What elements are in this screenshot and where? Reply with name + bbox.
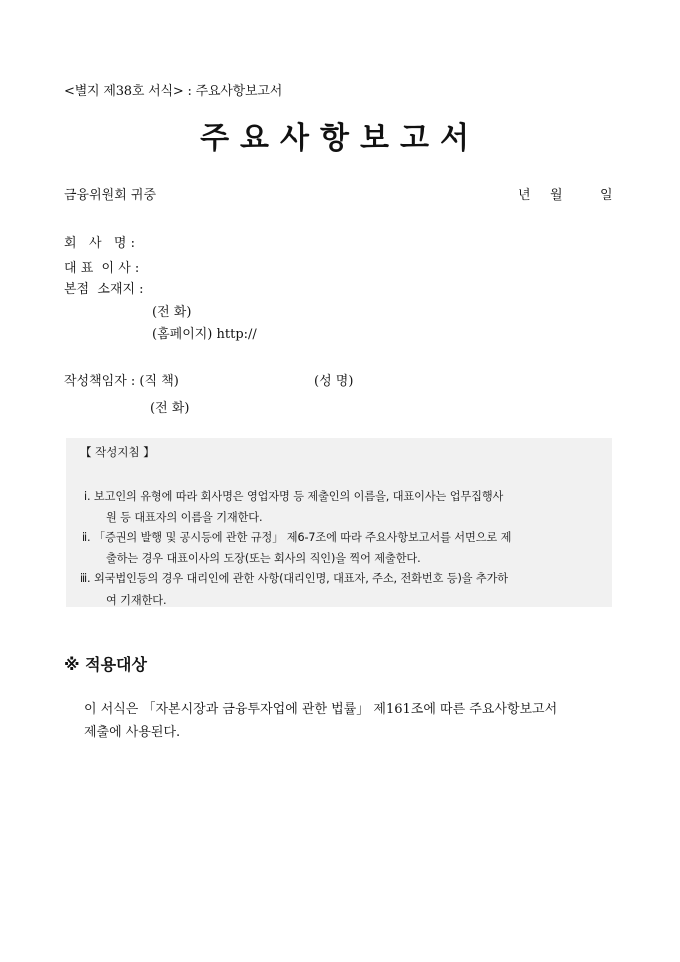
guideline-3-line2: 여 기재한다. [106,594,167,607]
phone-label: (전 화) [152,305,192,320]
applicability-line1: 이 서식은 「자본시장과 금융투자업에 관한 법률」 제161조에 따른 주요사항보고서 [84,702,558,717]
preparer-title-label: 작성책임자 : (직 책) [64,374,179,389]
page-title: 주요사항보고서 [200,121,480,156]
date-day: 일 [600,188,613,203]
homepage-label: (홈페이지) http:// [152,327,257,342]
preparer-name-label: (성 명) [314,374,354,389]
guideline-2-line1: ⅱ. 「증권의 발행 및 공시등에 관한 규정」 제6-7조에 따라 주요사항보고서를 서면으로 제 [82,531,512,544]
hq-location-label: 본점 소재지 : [64,282,144,297]
ceo-label: 대 표 이 사 : [64,261,140,276]
applicability-heading: ※ 적용대상 [64,655,147,674]
guideline-1-line2: 원 등 대표자의 이름을 기재한다. [106,511,263,524]
company-name-label: 회 사 명 : [64,236,135,251]
form-label: <별지 제38호 서식> : 주요사항보고서 [64,84,283,99]
preparer-phone-label: (전 화) [150,401,190,416]
guideline-1-line1: ⅰ. 보고인의 유형에 따라 회사명은 영업자명 등 제출인의 이름을, 대표이사는 업무집행사 [84,490,504,503]
guidelines-title: 【 작성지침 】 [80,445,155,459]
guideline-3-line1: ⅲ. 외국법인등의 경우 대리인에 관한 사항(대리인명, 대표자, 주소, 전화번호 등)을 추가하 [80,572,508,585]
recipient: 금융위원회 귀중 [64,188,157,203]
date-year: 년 [518,188,531,203]
date-month: 월 [550,188,563,203]
guideline-2-line2: 출하는 경우 대표이사의 도장(또는 회사의 직인)을 찍어 제출한다. [106,552,421,565]
applicability-line2: 제출에 사용된다. [84,725,181,740]
